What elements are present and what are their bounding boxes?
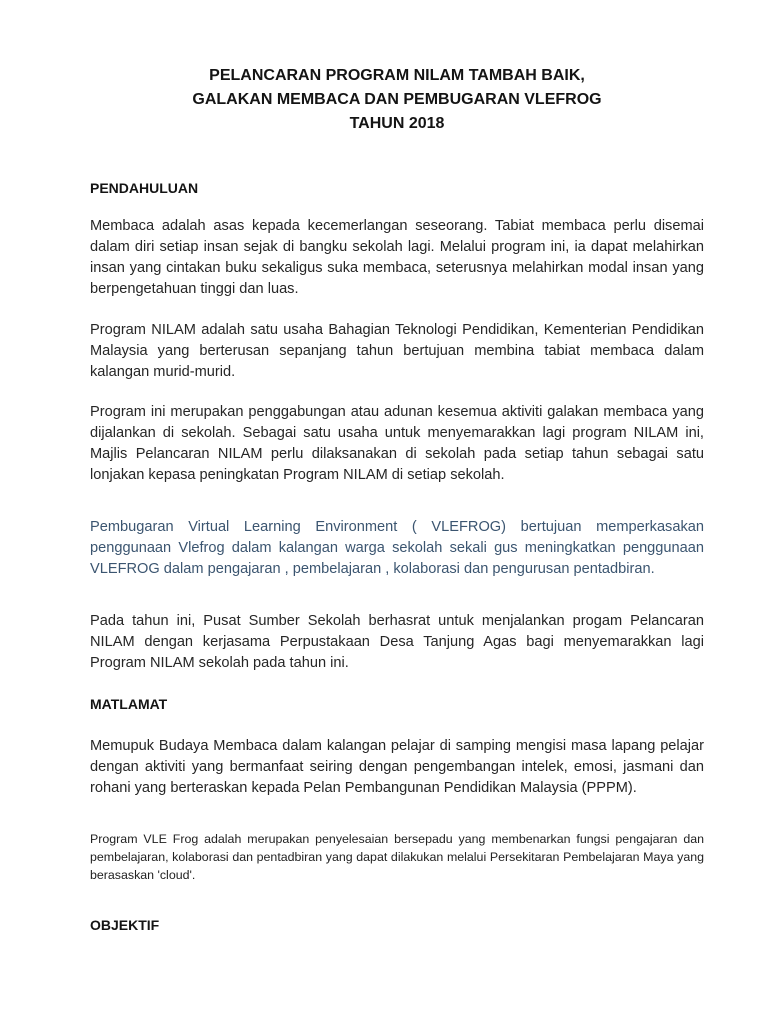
paragraph-pendahuluan-5: Pada tahun ini, Pusat Sumber Sekolah berhasrat untuk menjalankan progam Pelancaran NILAM dengan kerjasama Perpustakaan Desa Tanjung Agas bagi menyemarakkan lagi Program NILAM sekolah pada tahun ini. xyxy=(90,613,704,671)
paragraph-pendahuluan-1: Membaca adalah asas kepada kecemerlangan seseorang. Tabiat membaca perlu disemai dalam diri setiap insan sejak di bangku sekolah lagi. Melalui program ini, ia dapat melahirkan insan yang cintakan buku sekaligus suka membaca, seterusnya melahirkan modal insan yang berpengetahuan tinggi dan luas. xyxy=(90,218,704,297)
paragraph-pendahuluan-2: Program NILAM adalah satu usaha Bahagian Teknologi Pendidikan, Kementerian Pendidikan Malaysia yang berterusan sepanjang tahun bertujuan membina tabiat membaca dalam kalangan murid-murid. xyxy=(90,322,704,380)
title-line-1: PELANCARAN PROGRAM NILAM TAMBAH BAIK, xyxy=(209,67,585,84)
paragraph-pendahuluan-3: Program ini merupakan penggabungan atau adunan kesemua aktiviti galakan membaca yang dijalankan di sekolah. Sebagai satu usaha untuk menyemarakkan lagi program NILAM ini, Majlis Pelancaran NILAM perlu dilaksanakan di sekolah pada setiap tahun sebagai satu lonjakan kepasa peningkatan Program NILAM di setiap sekolah. xyxy=(90,404,704,483)
paragraph-matlamat-1: Memupuk Budaya Membaca dalam kalangan pelajar di samping mengisi masa lapang pelajar dengan aktiviti yang bermanfaat seiring dengan pengembangan intelek, emosi, jasmani dan rohani yang berteraskan kepada Pelan Pembangunan Pendidikan Malaysia (PPPM). xyxy=(90,738,704,796)
document-title xyxy=(90,64,704,136)
paragraph-vlefrog: Pembugaran Virtual Learning Environment ( VLEFROG) bertujuan memperkasakan penggunaan Vlefrog dalam kalangan warga sekolah sekali gus meningkatkan penggunaan VLEFROG dalam pengajaran , pembelajaran , kolaborasi dan pengurusan pentadbiran. xyxy=(90,519,704,577)
title-line-3: TAHUN 2018 xyxy=(349,115,445,132)
title-line-2: GALAKAN MEMBACA DAN PEMBUGARAN VLEFROG xyxy=(192,91,602,108)
paragraph-matlamat-2: Program VLE Frog adalah merupakan penyelesaian bersepadu yang membenarkan fungsi pengajaran dan pembelajaran, kolaborasi dan pentadbiran yang dapat dilakukan melalui Persekitaran Pembelajaran Maya yang berasaskan 'cloud'. xyxy=(90,832,704,882)
heading-matlamat: MATLAMAT xyxy=(90,696,168,712)
heading-pendahuluan: PENDAHULUAN xyxy=(90,180,199,196)
heading-objektif: OBJEKTIF xyxy=(90,917,160,933)
